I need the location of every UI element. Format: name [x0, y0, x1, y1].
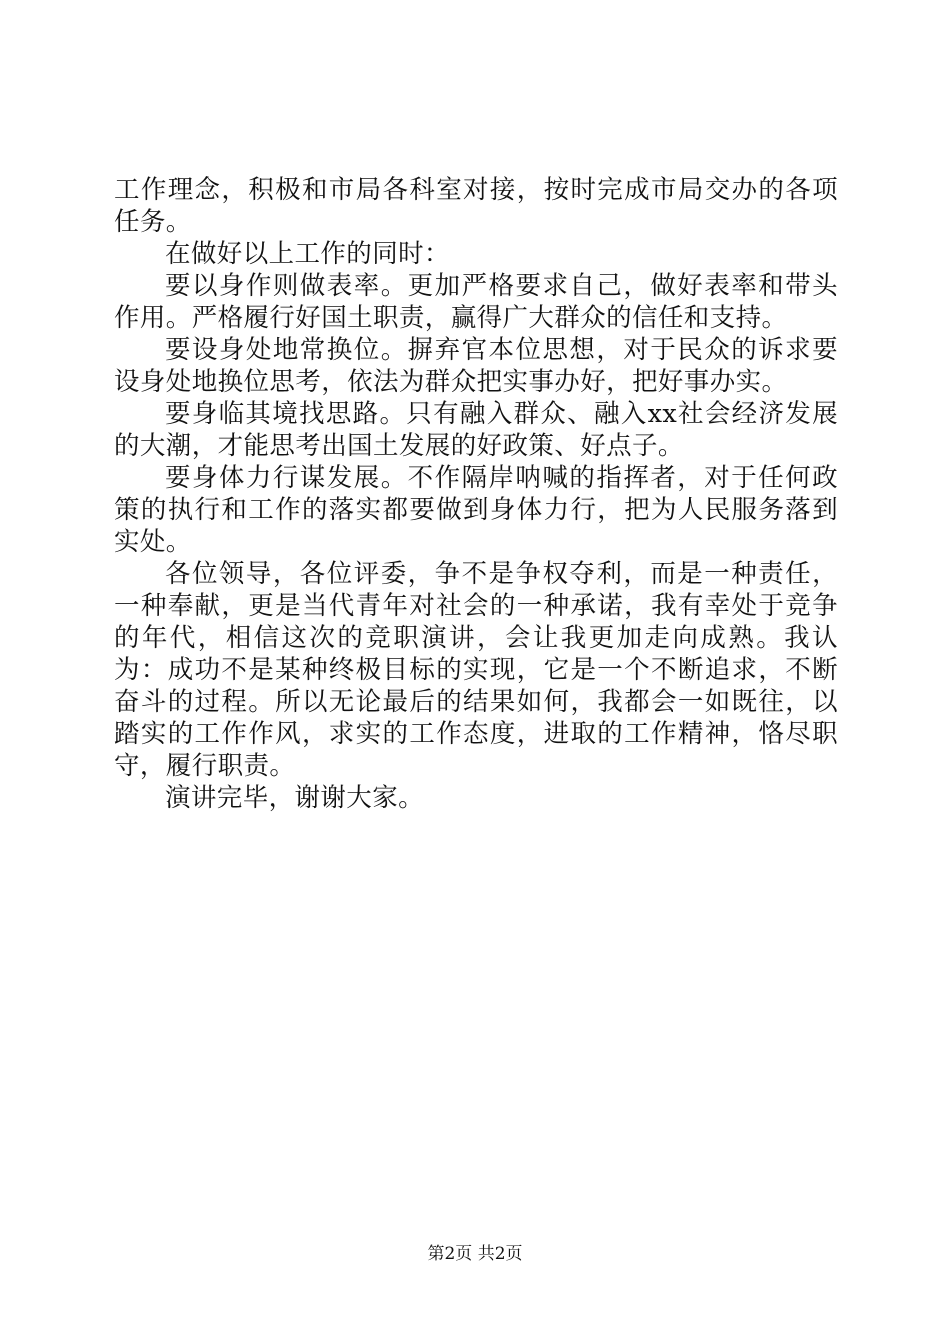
paragraph-point-2: 要设身处地常换位。摒弃官本位思想，对于民众的诉求要设身处地换位思考，依法为群众把实事办好，把好事办实。 — [114, 335, 838, 397]
paragraph-intro: 在做好以上工作的同时： — [165, 239, 450, 269]
paragraph-point-1: 要以身作则做表率。更加严格要求自己，做好表率和带头作用。严格履行好国土职责，赢得广大群众的信任和支持。 — [114, 271, 838, 333]
paragraph-point-4: 要身体力行谋发展。不作隔岸呐喊的指挥者，对于任何政策的执行和工作的落实都要做到身体力行，把为人民服务落到实处。 — [114, 463, 838, 557]
page-number-footer: 第2页 共2页 — [427, 1244, 523, 1264]
paragraph-conclusion: 各位领导，各位评委，争不是争权夺利，而是一种责任，一种奉献，更是当代青年对社会的一种承诺，我有幸处于竞争的年代，相信这次的竞职演讲，会让我更加走向成熟。我认为：成功不是某种终极目标的实现，它是一个不断追求，不断奋斗的过程。所以无论最后的结果如何，我都会一如既往，以踏实的工作作风，求实的工作态度，进取的工作精神，恪尽职守，履行职责。 — [114, 559, 838, 781]
document-body — [114, 174, 838, 814]
paragraph-closing: 演讲完毕，谢谢大家。 — [165, 783, 425, 813]
paragraph-point-3: 要身临其境找思路。只有融入群众、融入xx社会经济发展的大潮，才能思考出国土发展的好政策、好点子。 — [114, 399, 838, 461]
paragraph-continuation: 工作理念，积极和市局各科室对接，按时完成市局交办的各项任务。 — [114, 175, 838, 237]
